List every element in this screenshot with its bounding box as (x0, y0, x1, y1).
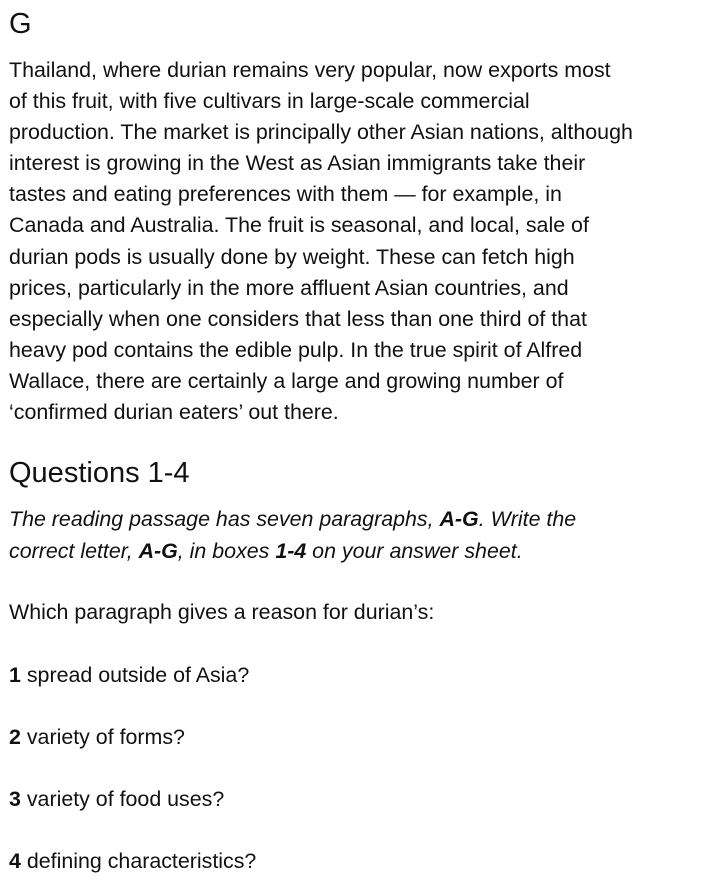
paragraph-line: of this fruit, with five cultivars in large-scale commercial (9, 89, 530, 114)
paragraph-line: Wallace, there are certainly a large and growing number of (9, 368, 564, 393)
paragraph-line: ‘confirmed durian eaters’ out there. (9, 400, 339, 425)
questions-instructions (9, 504, 701, 567)
question-number: 3 (9, 787, 21, 811)
paragraph-line: Canada and Australia. The fruit is seasonal, and local, sale of (9, 213, 589, 238)
paragraph-line: production. The market is principally other Asian nations, although (9, 120, 633, 145)
question-text: variety of food uses? (20, 787, 225, 811)
questions-prompt: Which paragraph gives a reason for durian’s: (9, 600, 435, 624)
instructions-text: correct letter, (9, 538, 139, 563)
instructions-text: The reading passage has seven paragraphs, (9, 507, 440, 531)
instructions-text: on your answer sheet. (306, 538, 523, 563)
paragraph-line: heavy pod contains the edible pulp. In the true spirit of Alfred (9, 337, 583, 362)
instructions-bold-range: A-G (138, 538, 178, 563)
question-text: defining characteristics? (20, 849, 257, 873)
questions-heading: Questions 1-4 (9, 457, 190, 489)
paragraph-line: tastes and eating preferences with them — for example, in (9, 182, 562, 207)
question-number: 1 (9, 663, 21, 687)
question-number: 2 (9, 725, 21, 749)
instructions-bold-range: A-G (439, 507, 479, 531)
question-text: variety of forms? (20, 725, 185, 749)
instructions-text: , in boxes (177, 538, 276, 563)
question-item (9, 660, 249, 691)
question-text: spread outside of Asia? (20, 663, 250, 687)
paragraph-line: especially when one considers that less than one third of that (9, 306, 587, 331)
question-number: 4 (9, 849, 21, 873)
paragraph-line: interest is growing in the West as Asian immigrants take their (9, 151, 586, 176)
question-item (9, 722, 185, 753)
passage-paragraph-g (9, 55, 701, 428)
instructions-bold-boxes: 1-4 (275, 538, 307, 563)
question-item (9, 784, 224, 815)
question-item (9, 846, 256, 877)
paragraph-line: prices, particularly in the more affluent Asian countries, and (9, 275, 569, 300)
paragraph-line: Thailand, where durian remains very popular, now exports most (9, 58, 611, 82)
paragraph-letter-heading: G (9, 8, 32, 40)
paragraph-line: durian pods is usually done by weight. These can fetch high (9, 244, 575, 269)
instructions-text: . Write the (478, 507, 577, 531)
